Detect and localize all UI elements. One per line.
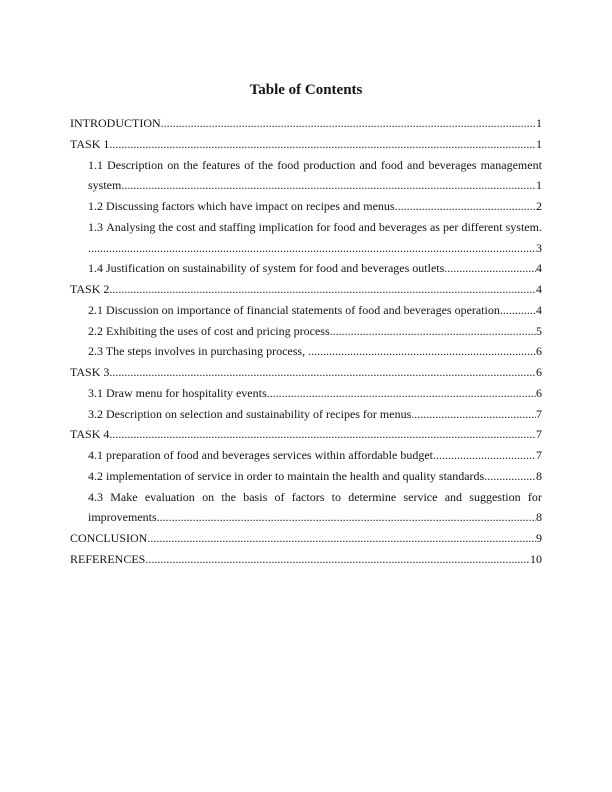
- toc-entry: [70, 321, 542, 342]
- toc-page-number: 1: [536, 136, 542, 151]
- dot-leader: [109, 279, 536, 300]
- toc-entry-word: 1.1: [88, 157, 103, 172]
- toc-entry-word: different: [461, 219, 503, 234]
- toc-entry-word: implication: [258, 219, 314, 234]
- toc-entry-word: of: [244, 157, 255, 172]
- toc-page-number: 7: [536, 448, 542, 462]
- toc-entry-word: determine: [348, 489, 397, 504]
- toc-entry-text: 1.4 Justification on sustainability of system for food and beverages outlets: [88, 261, 445, 276]
- toc-entry-word: features: [202, 157, 241, 172]
- toc-entry-word: evaluation: [144, 489, 195, 504]
- toc-entry-text: 4.1 preparation of food and beverages services within affordable budget: [88, 448, 433, 462]
- toc-entry-wrapped-line: [88, 487, 542, 508]
- toc-page-number: 7: [536, 427, 542, 442]
- toc-entry-leader-line: [88, 507, 542, 528]
- toc-entry: [70, 424, 542, 445]
- dot-leader: [484, 466, 536, 487]
- toc-entry: [70, 445, 542, 466]
- toc-entry-word: beverages: [378, 219, 427, 234]
- toc-entry-text: TASK 2: [70, 282, 110, 296]
- dot-leader: [444, 258, 536, 279]
- dot-leader: [161, 113, 536, 134]
- toc-entry-leader-line: [70, 549, 542, 570]
- dot-leader: [267, 383, 536, 404]
- page-title: Table of Contents: [249, 82, 363, 98]
- toc-entry-word: and: [358, 219, 376, 234]
- toc-entry-word: system.: [505, 219, 542, 234]
- toc-page-number: 2: [536, 199, 542, 213]
- toc-entry-leader-line: [88, 321, 542, 342]
- toc-entry-word: 1.3: [88, 219, 103, 234]
- toc-entry-text: 3.1 Draw menu for hospitality events: [88, 385, 267, 400]
- toc-page-number: 7: [536, 406, 542, 421]
- toc-page-number: 6: [536, 344, 542, 359]
- toc-entry-leader-line: [70, 134, 542, 155]
- toc-entry-word: on: [202, 489, 215, 504]
- toc-entry: [70, 528, 542, 549]
- toc-page-number: 8: [536, 468, 542, 483]
- toc-entry-leader-line: [88, 300, 542, 321]
- toc-entry-text: improvements: [88, 510, 157, 525]
- toc-entry-leader-line: [70, 113, 542, 134]
- toc-entry-word: management: [480, 157, 542, 172]
- toc-page-number: 1: [536, 116, 542, 130]
- toc-entry-word: Analysing: [106, 219, 156, 234]
- dot-leader: [330, 321, 536, 342]
- toc-entry-word: per: [443, 219, 459, 234]
- toc-entry: [70, 113, 542, 134]
- dot-leader: [88, 238, 536, 259]
- toc-entry-text: 2.2 Exhibiting the uses of cost and pricing process: [88, 323, 330, 338]
- toc-entry-text: 2.1 Discussion on importance of financial statements of food and beverages operation: [88, 302, 500, 317]
- toc-entry-word: on: [167, 157, 180, 172]
- toc-entry-leader-line: [88, 258, 542, 279]
- toc-entry-leader-line: [88, 445, 542, 466]
- toc-entry-leader-line: [70, 528, 542, 549]
- toc-entry-word: food: [277, 157, 300, 172]
- toc-entry-leader-line: [70, 362, 542, 383]
- toc-entry-text: 1.2 Discussing factors which have impact on recipes and menus: [88, 199, 395, 213]
- dot-leader: [109, 424, 536, 445]
- dot-leader: [411, 404, 536, 425]
- toc-entry-word: beverages: [428, 157, 477, 172]
- toc-page-number: 4: [536, 302, 542, 317]
- toc-entry-word: factors: [291, 489, 325, 504]
- toc-entry-word: cost: [176, 219, 196, 234]
- toc-entry-wrapped-line: [88, 217, 542, 238]
- toc-entry: [70, 549, 542, 570]
- toc-entry-word: production: [303, 157, 356, 172]
- toc-entry: [70, 279, 542, 300]
- toc-entry: [70, 155, 542, 197]
- toc-entry-leader-line: [70, 424, 542, 445]
- toc-entry-word: Description: [107, 157, 164, 172]
- toc-entry-text: TASK 4: [70, 427, 110, 442]
- toc-entry-word: and: [407, 157, 425, 172]
- toc-entry-leader-line: [88, 341, 542, 362]
- toc-page-number: 4: [536, 261, 542, 276]
- toc-entry-word: and: [359, 157, 377, 172]
- toc-entry-text: CONCLUSION: [70, 531, 148, 545]
- dot-leader: [147, 528, 536, 549]
- toc-entry-word: food: [380, 157, 403, 172]
- dot-leader: [308, 341, 536, 362]
- toc-entry-word: suggestion: [469, 489, 521, 504]
- toc-entry-leader-line: [88, 196, 542, 217]
- toc-entry-word: for: [527, 489, 542, 504]
- toc-entry: [70, 362, 542, 383]
- dot-leader: [395, 196, 536, 217]
- toc-entry-word: the: [158, 219, 174, 234]
- toc-entry: [70, 487, 542, 529]
- toc-entry-word: the: [221, 489, 236, 504]
- toc-entry: [70, 383, 542, 404]
- dot-leader: [433, 445, 536, 466]
- toc-entry-leader-line: [70, 279, 542, 300]
- toc-entry-word: for: [316, 219, 331, 234]
- toc-entry-text: 4.2 implementation of service in order to maintain the health and quality standards: [88, 468, 485, 483]
- toc-entry-text: TASK 3: [70, 365, 110, 379]
- toc-page-number: 6: [536, 365, 542, 379]
- toc-entry: [70, 134, 542, 155]
- toc-entry-word: 4.3: [88, 489, 103, 504]
- toc-entry-text: system: [88, 178, 122, 193]
- dot-leader: [109, 362, 536, 383]
- toc-entry-word: service: [403, 489, 438, 504]
- dot-leader: [157, 507, 536, 528]
- toc-entry: [70, 196, 542, 217]
- toc-page-number: 8: [536, 510, 542, 525]
- toc-entry-word: food: [333, 219, 356, 234]
- toc-entry-wrapped-line: [88, 155, 542, 176]
- toc-entry: [70, 466, 542, 487]
- toc-entry-leader-line: [88, 466, 542, 487]
- toc-entry-text: REFERENCES: [70, 551, 146, 566]
- toc-entry: [70, 300, 542, 321]
- toc-page-number: 1: [536, 178, 542, 193]
- toc-list: [70, 113, 542, 570]
- toc-entry-leader-line: [88, 175, 542, 196]
- dot-leader: [121, 175, 536, 196]
- toc-entry-word: and: [198, 219, 216, 234]
- toc-entry-text: 3.2 Description on selection and sustainability of recipes for menus: [88, 406, 412, 421]
- toc-page-number: 3: [536, 240, 542, 255]
- dot-leader: [109, 134, 536, 155]
- toc-page-number: 10: [530, 551, 542, 566]
- toc-entry: [70, 258, 542, 279]
- toc-entry-leader-line: [88, 383, 542, 404]
- toc-page-number: 6: [536, 385, 542, 400]
- toc-entry-leader-line: [88, 404, 542, 425]
- toc-entry-word: staffing: [219, 219, 256, 234]
- toc-entry-word: basis: [243, 489, 268, 504]
- dot-leader: [500, 300, 536, 321]
- toc-entry-text: 2.3 The steps involves in purchasing process,: [88, 344, 309, 359]
- toc-entry: [70, 404, 542, 425]
- toc-entry: [70, 217, 542, 259]
- dot-leader: [145, 549, 530, 570]
- toc-entry-word: Make: [110, 489, 138, 504]
- toc-entry-word: the: [183, 157, 199, 172]
- toc-entry-word: the: [258, 157, 274, 172]
- toc-page-number: 5: [536, 323, 542, 338]
- toc-page-number: 4: [536, 282, 542, 296]
- toc-page-number: 9: [536, 531, 542, 545]
- toc-entry-leader-line: [88, 238, 542, 259]
- toc-entry-word: to: [331, 489, 341, 504]
- toc-entry-text: INTRODUCTION: [70, 116, 161, 130]
- toc-entry-text: TASK 1: [70, 136, 110, 151]
- toc-entry-word: and: [444, 489, 463, 504]
- toc-entry: [70, 341, 542, 362]
- toc-entry-word: as: [429, 219, 440, 234]
- toc-entry-word: of: [274, 489, 285, 504]
